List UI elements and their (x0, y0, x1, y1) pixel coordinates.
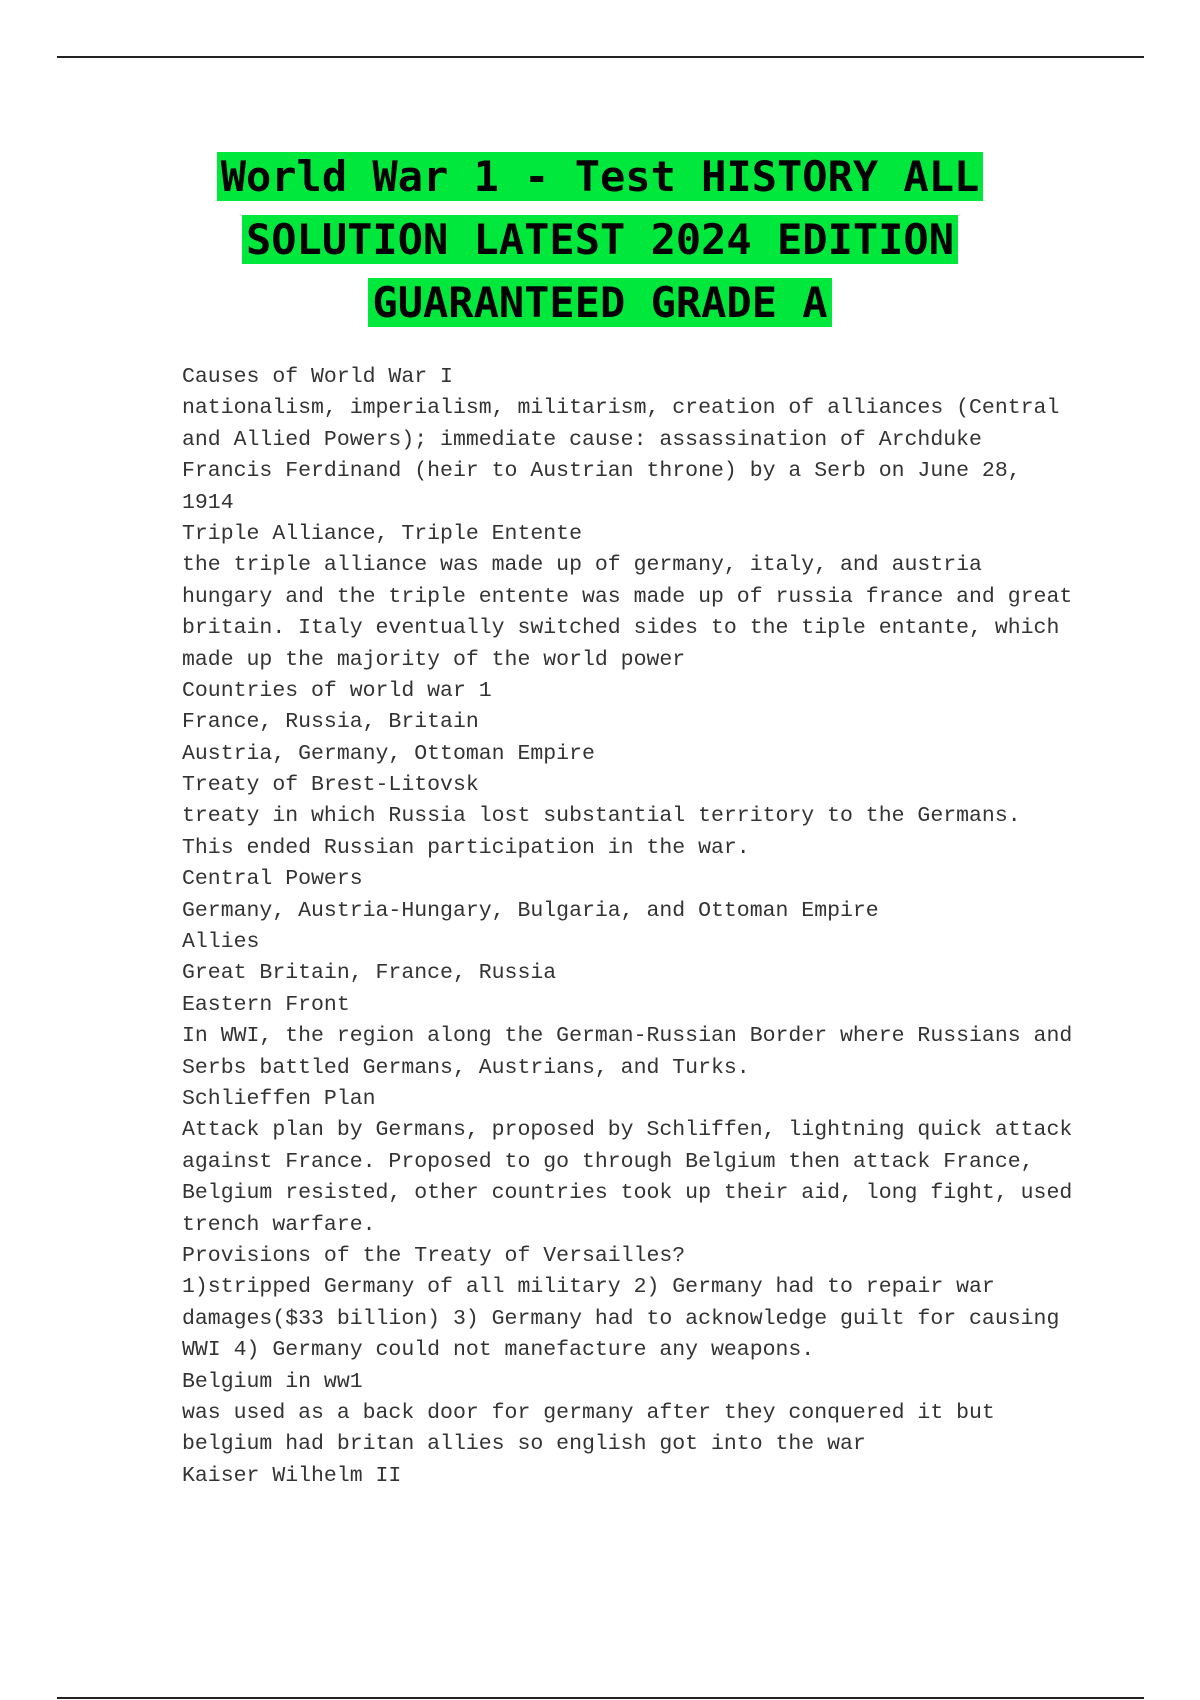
top-rule (57, 56, 1144, 58)
document-title (0, 145, 1200, 334)
body-line: France, Russia, Britain (182, 710, 479, 735)
body-line: Causes of World War I (182, 365, 453, 389)
title-line (0, 271, 1200, 334)
body-line: against France. Proposed to go through Belgium then attack France, (182, 1149, 1034, 1174)
body-line: damages($33 billion) 3) Germany had to acknowledge guilt for causing (182, 1306, 1060, 1331)
body-line: Germany, Austria-Hungary, Bulgaria, and Ottoman Empire (182, 898, 879, 923)
body-line: Great Britain, France, Russia (182, 961, 557, 986)
body-line: Belgium resisted, other countries took up their aid, long fight, used (182, 1181, 1073, 1206)
body-line: This ended Russian participation in the war. (182, 835, 750, 860)
body-line: Provisions of the Treaty of Versailles? (182, 1243, 686, 1268)
body-line: Treaty of Brest-Litovsk (182, 773, 479, 798)
body-line: was used as a back door for germany after they conquered it but (182, 1400, 995, 1425)
body-line: nationalism, imperialism, militarism, creation of alliances (Central (182, 396, 1060, 421)
body-line: WWI 4) Germany could not manefacture any weapons. (182, 1338, 815, 1363)
body-line: Allies (182, 930, 260, 955)
title-line-text: GUARANTEED GRADE A (368, 278, 831, 327)
body-line: 1914 (182, 490, 234, 515)
body-line: Eastern Front (182, 992, 350, 1017)
body-line: In WWI, the region along the German-Russian Border where Russians and (182, 1024, 1073, 1049)
document-body (182, 362, 1073, 1492)
body-line: the triple alliance was made up of germany, italy, and austria (182, 553, 982, 578)
body-line: Austria, Germany, Ottoman Empire (182, 741, 595, 766)
body-line: treaty in which Russia lost substantial territory to the Germans. (182, 804, 1021, 829)
body-line: hungary and the triple entente was made up of russia france and great (182, 584, 1073, 609)
title-line (0, 145, 1200, 208)
body-line: Schlieffen Plan (182, 1086, 376, 1111)
body-line: Triple Alliance, Triple Entente (182, 521, 582, 546)
bottom-rule (57, 1697, 1144, 1699)
body-line: Francis Ferdinand (heir to Austrian throne) by a Serb on June 28, (182, 459, 1021, 484)
body-line: 1)stripped Germany of all military 2) Germany had to repair war (182, 1275, 995, 1300)
body-line: Serbs battled Germans, Austrians, and Turks. (182, 1055, 750, 1080)
body-line: britain. Italy eventually switched sides to the tiple entante, which (182, 616, 1060, 641)
body-line: Attack plan by Germans, proposed by Schliffen, lightning quick attack (182, 1118, 1073, 1143)
body-line: Kaiser Wilhelm II (182, 1463, 402, 1488)
body-line: Central Powers (182, 867, 363, 892)
body-line: made up the majority of the world power (182, 647, 686, 672)
body-line: Belgium in ww1 (182, 1369, 363, 1394)
title-line-text: World War 1 - Test HISTORY ALL (217, 152, 984, 201)
title-line-text: SOLUTION LATEST 2024 EDITION (242, 215, 958, 264)
body-line: belgium had britan allies so english got into the war (182, 1432, 866, 1457)
body-line: and Allied Powers); immediate cause: assassination of Archduke (182, 427, 982, 452)
body-line: trench warfare. (182, 1212, 376, 1237)
body-line: Countries of world war 1 (182, 678, 492, 703)
title-line (0, 208, 1200, 271)
